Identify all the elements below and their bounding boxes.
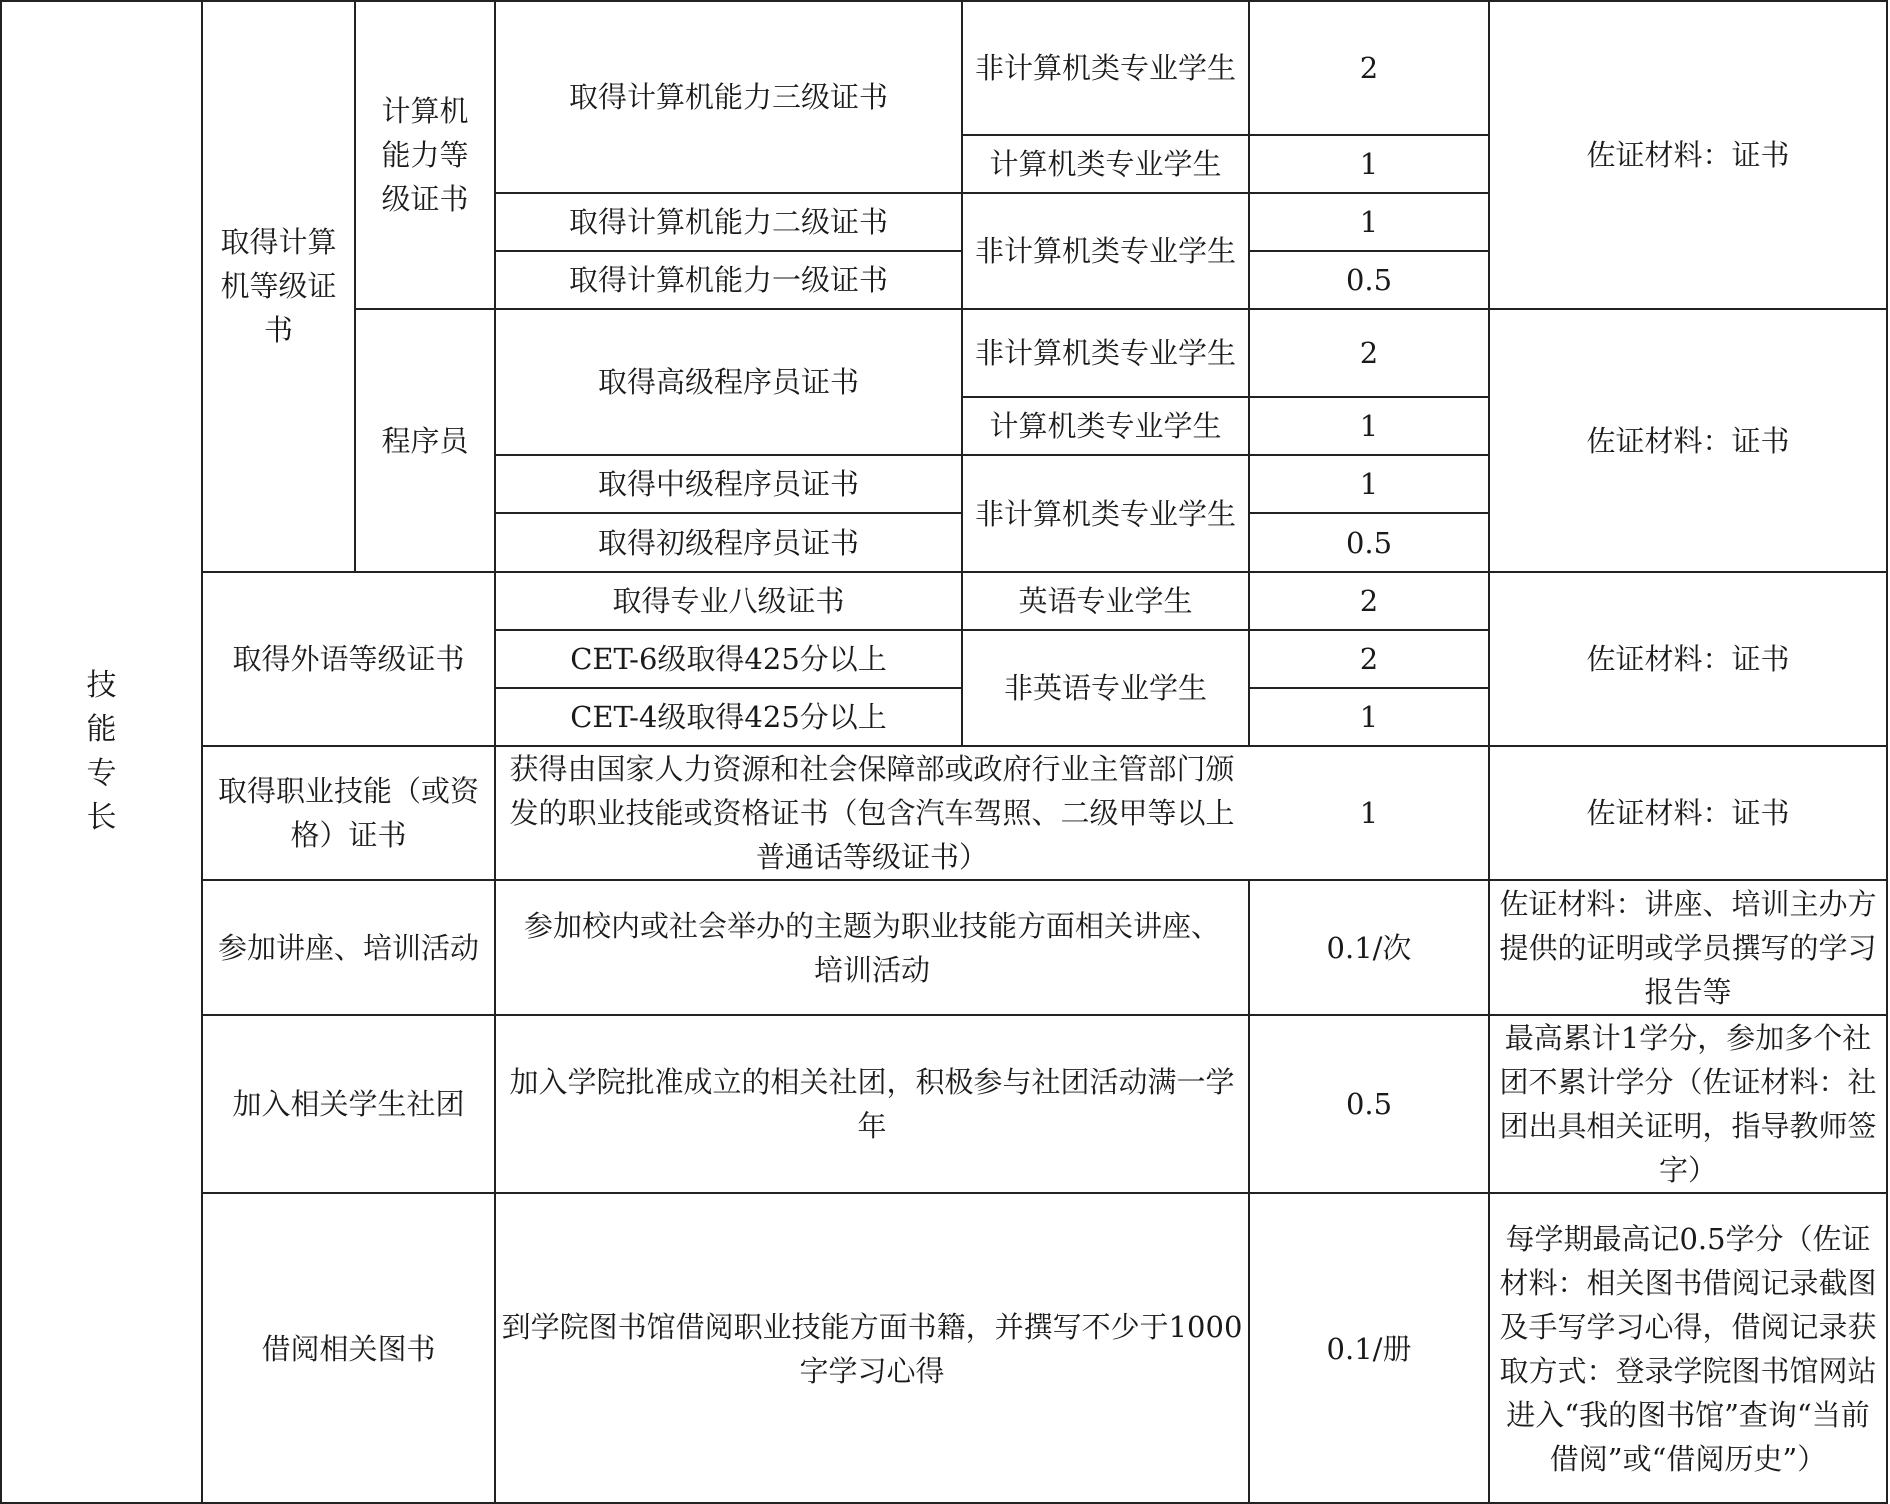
programmer-item-2-label: 取得中级程序员证书 — [597, 467, 859, 501]
ability-item-2 — [495, 193, 962, 251]
language-item-2-credit — [1249, 630, 1489, 688]
programmer-item-2-credit — [1249, 455, 1489, 513]
language-item-1-label: 取得专业八级证书 — [612, 584, 845, 618]
lecture-note-text: 佐证材料：讲座、培训主办方提供的证明或学员撰写的学习报告等 — [1499, 886, 1877, 1009]
ability-item-1-target-b — [962, 135, 1249, 193]
programmer-item-1-target-b — [962, 397, 1249, 455]
lecture-credit — [1249, 880, 1489, 1015]
language-group-label: 取得外语等级证书 — [232, 642, 465, 676]
language-item-1 — [495, 572, 962, 630]
ability-item-1-target-a-label: 非计算机类专业学生 — [974, 50, 1236, 85]
vocational-desc-text: 获得由国家人力资源和社会保障部或政府行业主管部门颁发的职业技能或资格证书（包含汽车驾照、二级甲等以上普通话等级证书） — [509, 752, 1235, 874]
vocational-group-label: 取得职业技能（或资格）证书 — [217, 774, 479, 852]
books-desc-text: 到学院图书馆借阅职业技能方面书籍，并撰写不少于1000字学习心得 — [501, 1309, 1243, 1388]
vocational-desc — [495, 746, 1249, 880]
programmer-subgroup-label: 程序员 — [381, 423, 469, 458]
language-group-cell — [202, 572, 495, 746]
programmer-item-1-credit-b-value: 1 — [1359, 409, 1379, 443]
programmer-item-3-credit — [1249, 513, 1489, 572]
club-credit-value: 0.5 — [1345, 1087, 1393, 1121]
club-note-text: 最高累计1学分，参加多个社团不累计学分（佐证材料：社团出具相关证明，指导教师签字） — [1499, 1021, 1877, 1187]
ability-item-3 — [495, 251, 962, 309]
ability-item-2-credit — [1249, 193, 1489, 251]
lecture-desc-text: 参加校内或社会举办的主题为职业技能方面相关讲座、培训活动 — [523, 908, 1220, 987]
programmer-note — [1489, 309, 1887, 572]
ability-item-1-credit-a — [1249, 0, 1489, 135]
language-item-3-credit-value: 1 — [1359, 700, 1379, 734]
ability-item-1-target-a — [962, 0, 1249, 135]
programmer-item-3-credit-value: 0.5 — [1345, 525, 1393, 560]
language-shared-target-label: 非英语专业学生 — [1003, 671, 1207, 705]
ability-item-1-credit-a-value: 2 — [1359, 50, 1379, 85]
vocational-group-cell — [202, 746, 495, 880]
category-label: 技能专长 — [86, 668, 117, 835]
language-note — [1489, 572, 1887, 746]
lecture-group-label: 参加讲座、培训活动 — [217, 930, 479, 965]
books-credit — [1249, 1193, 1489, 1504]
programmer-item-3-label: 取得初级程序员证书 — [597, 525, 859, 560]
programmer-item-2-credit-value: 1 — [1359, 467, 1379, 501]
books-note — [1489, 1193, 1887, 1504]
ability-note — [1489, 0, 1887, 309]
language-item-1-credit — [1249, 572, 1489, 630]
club-note — [1489, 1015, 1887, 1193]
ability-item-1-target-b-label: 计算机类专业学生 — [989, 147, 1222, 181]
ability-shared-target — [962, 193, 1249, 309]
club-credit — [1249, 1015, 1489, 1193]
programmer-item-1-target-a-label: 非计算机类专业学生 — [974, 336, 1236, 370]
lecture-group-cell — [202, 880, 495, 1015]
ability-item-2-credit-value: 1 — [1359, 205, 1379, 239]
ability-item-2-label: 取得计算机能力二级证书 — [568, 205, 888, 239]
club-desc-text: 加入学院批准成立的相关社团，积极参与社团活动满一学年 — [509, 1065, 1235, 1143]
books-note-text: 每学期最高记0.5学分（佐证材料：相关图书借阅记录截图及手写学习心得，借阅记录获取方式：登录学院图书馆网站进入“我的图书馆”查询“当前借阅”或“借阅历史”） — [1499, 1221, 1877, 1476]
computer-group-label: 取得计算机等级证书 — [220, 225, 337, 347]
language-item-3-credit — [1249, 688, 1489, 746]
books-credit-value: 0.1/册 — [1326, 1331, 1412, 1366]
programmer-item-1-label: 取得高级程序员证书 — [597, 365, 859, 399]
lecture-desc — [495, 880, 1249, 1015]
books-group-cell — [202, 1193, 495, 1504]
programmer-item-1-target-b-label: 计算机类专业学生 — [989, 409, 1222, 443]
programmer-item-2 — [495, 455, 962, 513]
language-item-2-credit-value: 2 — [1359, 642, 1379, 676]
programmer-item-1-credit-a-value: 2 — [1359, 336, 1379, 370]
books-group-label: 借阅相关图书 — [261, 1331, 436, 1366]
computer-group-cell — [202, 0, 355, 572]
language-item-3 — [495, 688, 962, 746]
club-group-label: 加入相关学生社团 — [232, 1087, 465, 1121]
lecture-credit-value: 0.1/次 — [1326, 930, 1412, 965]
books-desc — [495, 1193, 1249, 1504]
vocational-note-text: 佐证材料：证书 — [1586, 796, 1790, 830]
vocational-credit-value: 1 — [1359, 796, 1379, 830]
ability-item-3-credit — [1249, 251, 1489, 309]
programmer-item-1-credit-a — [1249, 309, 1489, 397]
language-item-1-target — [962, 572, 1249, 630]
vocational-credit — [1249, 746, 1489, 880]
ability-item-3-label: 取得计算机能力一级证书 — [568, 263, 888, 297]
programmer-item-1 — [495, 309, 962, 455]
programmer-item-1-target-a — [962, 309, 1249, 397]
programmer-shared-target — [962, 455, 1249, 572]
language-item-3-label: CET-4级取得425分以上 — [570, 700, 887, 734]
language-item-1-credit-value: 2 — [1359, 584, 1379, 618]
ability-note-text: 佐证材料：证书 — [1586, 137, 1790, 172]
vocational-note — [1489, 746, 1887, 880]
ability-item-1-credit-b-value: 1 — [1359, 147, 1379, 181]
ability-item-1-credit-b — [1249, 135, 1489, 193]
ability-subgroup-cell — [355, 0, 495, 309]
language-item-2-label: CET-6级取得425分以上 — [570, 642, 887, 676]
programmer-item-3 — [495, 513, 962, 572]
lecture-note — [1489, 880, 1887, 1015]
ability-subgroup-label: 计算机能力等级证书 — [381, 93, 469, 216]
programmer-shared-target-label: 非计算机类专业学生 — [974, 496, 1236, 531]
ability-item-1-label: 取得计算机能力三级证书 — [568, 79, 888, 114]
language-shared-target — [962, 630, 1249, 746]
ability-shared-target-label: 非计算机类专业学生 — [974, 234, 1236, 268]
programmer-item-1-credit-b — [1249, 397, 1489, 455]
programmer-note-text: 佐证材料：证书 — [1586, 423, 1790, 458]
ability-item-1 — [495, 0, 962, 193]
club-group-cell — [202, 1015, 495, 1193]
category-cell — [1, 0, 202, 1504]
ability-item-3-credit-value: 0.5 — [1345, 263, 1393, 297]
language-note-text: 佐证材料：证书 — [1586, 642, 1790, 676]
language-item-1-target-label: 英语专业学生 — [1018, 584, 1193, 618]
language-item-2 — [495, 630, 962, 688]
club-desc — [495, 1015, 1249, 1193]
programmer-subgroup-cell — [355, 309, 495, 572]
